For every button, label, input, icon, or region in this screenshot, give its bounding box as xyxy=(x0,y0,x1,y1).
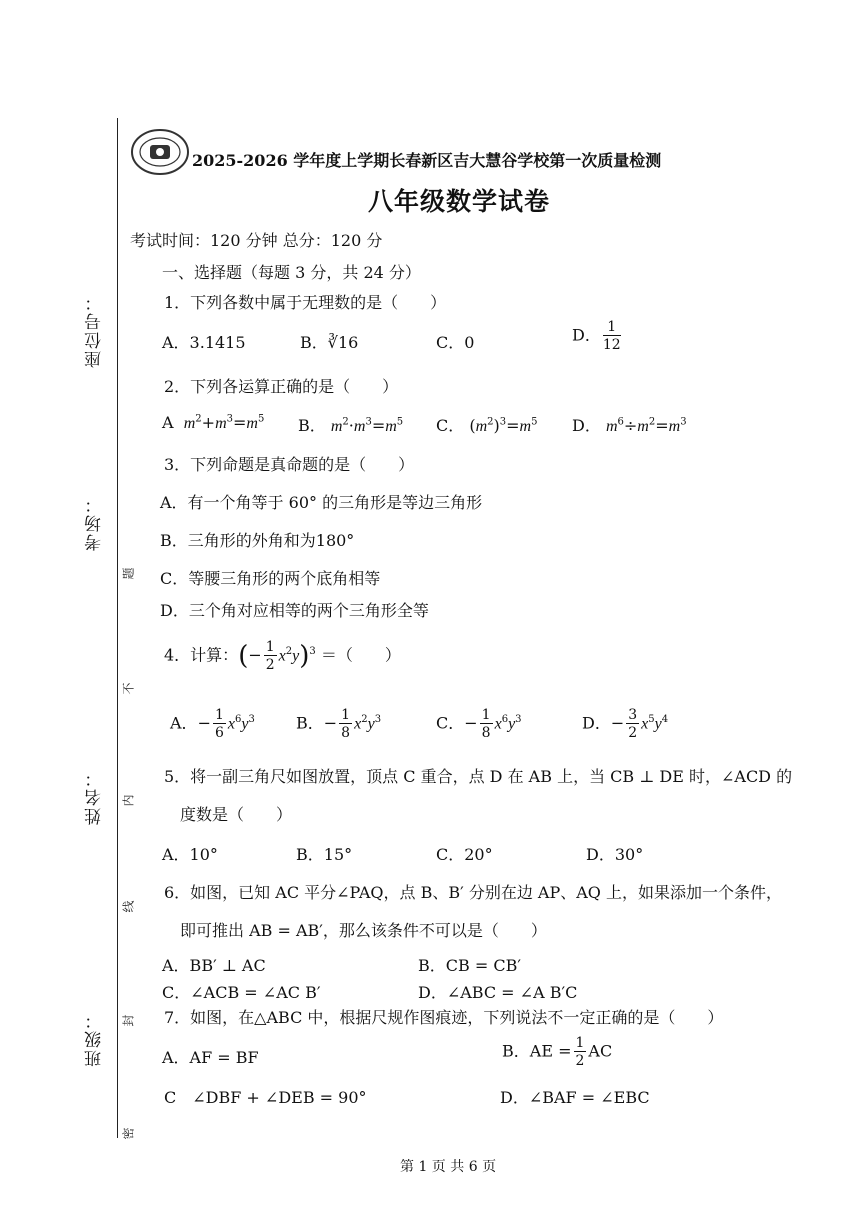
q7-option-c: C ∠DBF + ∠DEB = 90° xyxy=(164,1088,367,1107)
q1-option-b: B．∛16 xyxy=(300,333,359,352)
q4-option-d: D．− $\frac{3}{2}$ $x^5y^4$ xyxy=(582,707,669,741)
name-label: 姓名： xyxy=(85,768,105,825)
exam-title: 八年级数学试卷 xyxy=(368,187,551,216)
q2-option-a: A $m^2+m^3=m^5$ xyxy=(162,413,265,432)
class-label: 班级： xyxy=(85,1010,105,1067)
seal-char-5: 封 xyxy=(121,1014,136,1027)
q6-option-d: D．∠ABC = ∠A B′C xyxy=(418,983,578,1002)
q5-option-b: B．15° xyxy=(296,845,353,864)
q4-option-a: A．− $\frac{1}{6}$ $x^6y^3$ xyxy=(170,707,255,741)
q3-option-b: B．三角形的外角和为180° xyxy=(160,531,355,550)
q7-option-b: B．AE = $\frac{1}{2}$ AC xyxy=(502,1035,613,1069)
exam-info: 考试时间：120 分钟 总分：120 分 xyxy=(130,231,383,250)
q1-stem: 1．下列各数中属于无理数的是（ ） xyxy=(164,293,447,312)
q4-stem: 4．计算：(− $\frac{1}{2}$ $x^2y)^3$ ＝（ ） xyxy=(164,639,401,673)
binding-line xyxy=(117,118,118,1138)
seal-char-2: 不 xyxy=(121,682,136,695)
exam-room-label: 考场： xyxy=(85,494,105,551)
seal-char-3: 内 xyxy=(121,794,136,807)
q6-option-c: C．∠ACB = ∠AC B′ xyxy=(162,983,321,1002)
q2-option-b: B． $m^2\cdot m^3=m^5$ xyxy=(298,416,404,435)
exam-subtitle: 2025-2026 学年度上学期长春新区吉大慧谷学校第一次质量检测 xyxy=(192,151,662,170)
q2-option-d: D． $m^6\div m^2=m^3$ xyxy=(572,416,687,435)
page-number: 第 1 页 共 6 页 xyxy=(400,1159,497,1175)
q3-option-c: C．等腰三角形的两个底角相等 xyxy=(160,569,381,588)
q6-stem-line2: 即可推出 AB = AB′，那么该条件不可以是（ ） xyxy=(180,921,547,940)
seal-char-6: 密 xyxy=(121,1127,136,1140)
q7-stem: 7．如图，在△ABC 中，根据尺规作图痕迹，下列说法不一定正确的是（ ） xyxy=(164,1008,724,1027)
q5-option-c: C．20° xyxy=(436,845,493,864)
q3-stem: 3．下列命题是真命题的是（ ） xyxy=(164,455,415,474)
q6-stem-line1: 6．如图，已知 AC 平分∠PAQ，点 B、B′ 分别在边 AP、AQ 上，如果添加一个条件， xyxy=(164,883,783,902)
q6-option-b: B．CB = CB′ xyxy=(418,956,521,975)
q1-option-c: C．0 xyxy=(436,333,475,352)
q2-option-c: C． $(m^2)^3=m^5$ xyxy=(436,416,538,435)
q3-option-a: A．有一个角等于 60° 的三角形是等边三角形 xyxy=(160,493,483,512)
school-seal xyxy=(130,128,190,176)
q4-option-c: C．− $\frac{1}{8}$ $x^6y^3$ xyxy=(436,707,522,741)
q7-option-d: D．∠BAF = ∠EBC xyxy=(500,1088,650,1107)
q5-option-a: A．10° xyxy=(162,845,218,864)
q5-stem-line1: 5．将一副三角尺如图放置，顶点 C 重合，点 D 在 AB 上，当 CB ⊥ DE 时，∠ACD 的 xyxy=(164,767,793,786)
q5-option-d: D．30° xyxy=(586,845,644,864)
q6-option-a: A．BB′ ⊥ AC xyxy=(162,956,266,975)
section-heading: 一、选择题（每题 3 分，共 24 分） xyxy=(162,263,421,282)
q4-option-b: B．− $\frac{1}{8}$ $x^2y^3$ xyxy=(296,707,382,741)
q7-option-a: A．AF = BF xyxy=(162,1048,259,1067)
seat-number-label: 座位号： xyxy=(85,292,105,368)
q1-option-a: A．3.1415 xyxy=(162,333,246,352)
seal-char-4: 线 xyxy=(121,900,136,913)
q3-option-d: D．三个角对应相等的两个三角形全等 xyxy=(160,601,429,620)
q5-stem-line2: 度数是（ ） xyxy=(180,805,293,824)
seal-char-1: 题 xyxy=(121,567,136,580)
q2-stem: 2．下列各运算正确的是（ ） xyxy=(164,377,399,396)
q1-option-d: D． $\frac{1}{12}$ xyxy=(572,319,621,353)
